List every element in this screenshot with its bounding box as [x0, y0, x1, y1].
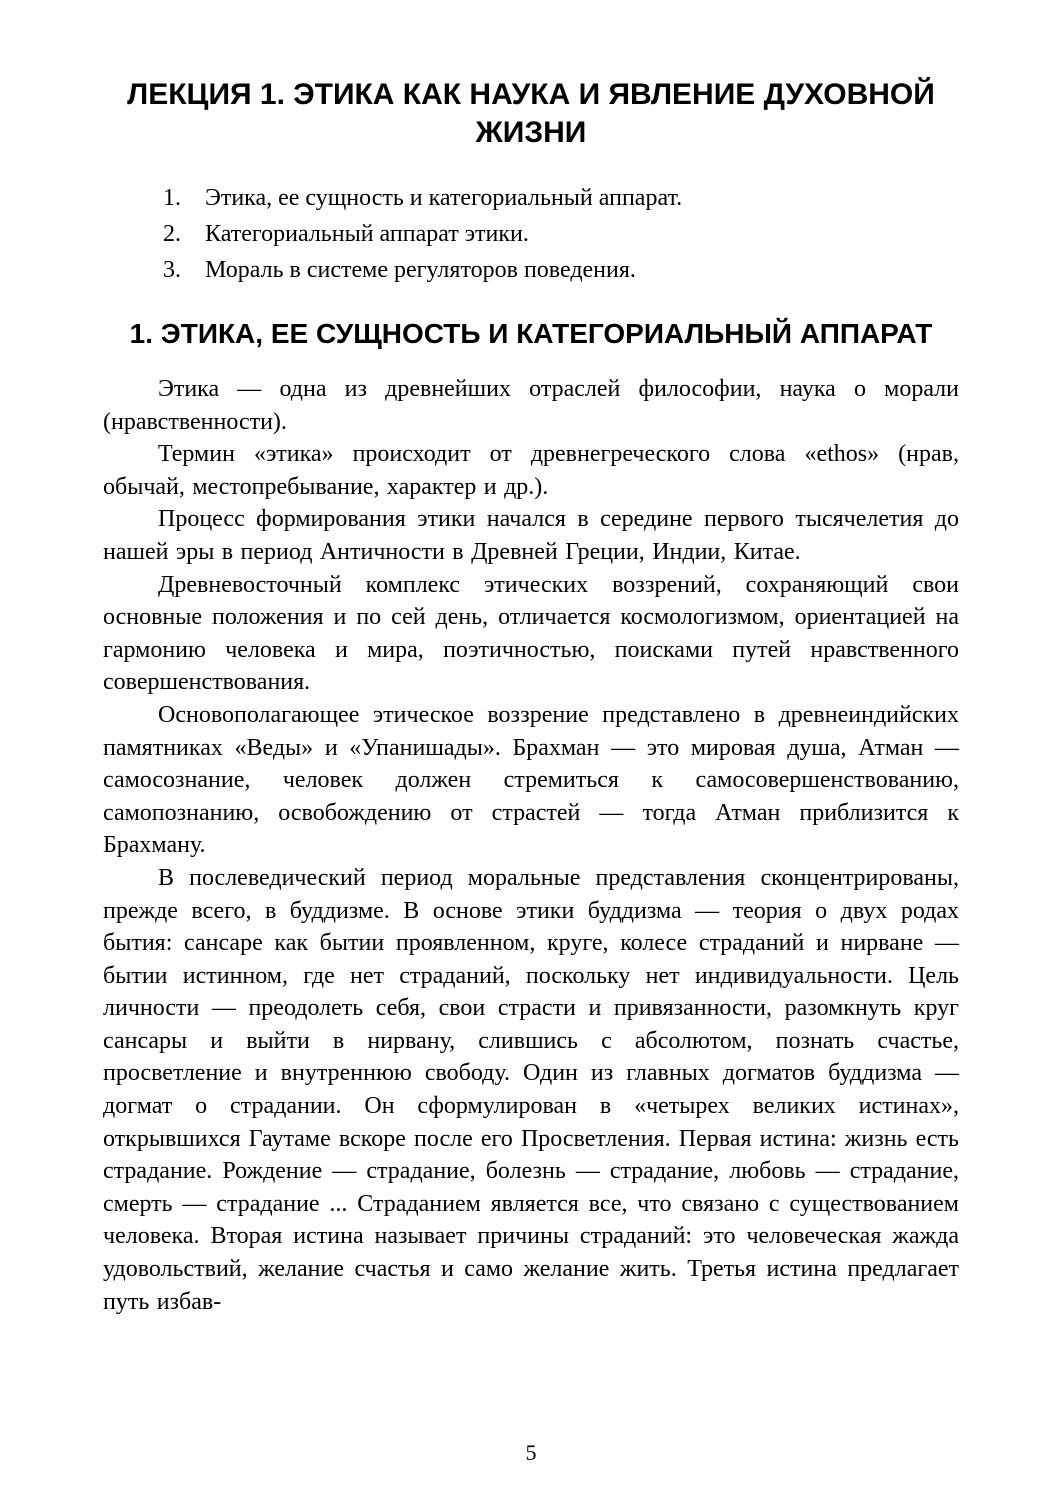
page-number: 5 — [525, 1440, 537, 1465]
paragraph: В послеведический период моральные представления сконцентрированы, прежде всего, в буддизме. В основе этики буддизма — теория о двух родах бытия: сансаре как бытии проявленном, круге, колесе страданий и нирване — бытии истинном, где нет страданий, поскольку нет индивидуальности. Цель личности — преодолеть себя, свои страсти и привязанности, разомкнуть круг сансары и выйти в нирвану, слившись с абсолютом, познать счастье, просветление и внутреннюю свободу. Один из главных догматов буддизма — догмат о страдании. Он сформулирован в «четырех великих истинах», открывшихся Гаутаме вскоре после его Просветления. Первая истина: жизнь есть страдание. Рождение — страдание, болезнь — страдание, любовь — страдание, смерть — страдание ... Страданием является все, что связано с существованием человека. Вторая истина называет причины страданий: это человеческая жажда удовольствий, желание счастья и само желание жить. Третья истина предлагает путь избав- — [103, 864, 959, 1315]
section-body — [103, 373, 959, 1318]
agenda-item — [103, 216, 959, 252]
lecture-title: ЛЕКЦИЯ 1. ЭТИКА КАК НАУКА И ЯВЛЕНИЕ ДУХОВНОЙ ЖИЗНИ — [127, 78, 935, 149]
paragraph: Основополагающее этическое воззрение представлено в древнеиндийских памятниках «Веды» и «Упанишады». Брахман — это мировая душа, Атман — самосознание, человек должен стремиться к самосовершенствованию, самопознанию, освобождению от страстей — тогда Атман приблизится к Брахману. — [103, 701, 959, 859]
paragraph: Процесс формирования этики начался в середине первого тысячелетия до нашей эры в период Античности в Древней Греции, Индии, Китае. — [103, 506, 959, 565]
agenda-list — [103, 180, 959, 288]
agenda-item-number: 3. — [163, 257, 181, 283]
agenda-item-number: 2. — [163, 221, 181, 247]
agenda-item-text: Мораль в системе регуляторов поведения. — [205, 257, 636, 283]
document-page — [103, 0, 959, 1318]
agenda-item-text: Этика, ее сущность и категориальный аппарат. — [205, 185, 683, 211]
agenda-item — [103, 252, 959, 288]
paragraph: Этика — одна из древнейших отраслей философии, наука о морали (нравственности). — [103, 376, 959, 435]
section-title: 1. ЭТИКА, ЕЕ СУЩНОСТЬ И КАТЕГОРИАЛЬНЫЙ АППАРАТ — [129, 318, 933, 349]
agenda-item-number: 1. — [163, 185, 181, 211]
agenda-item-text: Категориальный аппарат этики. — [205, 221, 529, 247]
paragraph: Древневосточный комплекс этических воззрений, сохраняющий свои основные положения и по сей день, отличается космологизмом, ориентацией на гармонию человека и мира, поэтичностью, поисками путей нравственного совершенствования. — [103, 571, 959, 696]
agenda-item — [103, 180, 959, 216]
paragraph: Термин «этика» происходит от древнегреческого слова «ethos» (нрав, обычай, местопребывание, характер и др.). — [103, 441, 959, 500]
